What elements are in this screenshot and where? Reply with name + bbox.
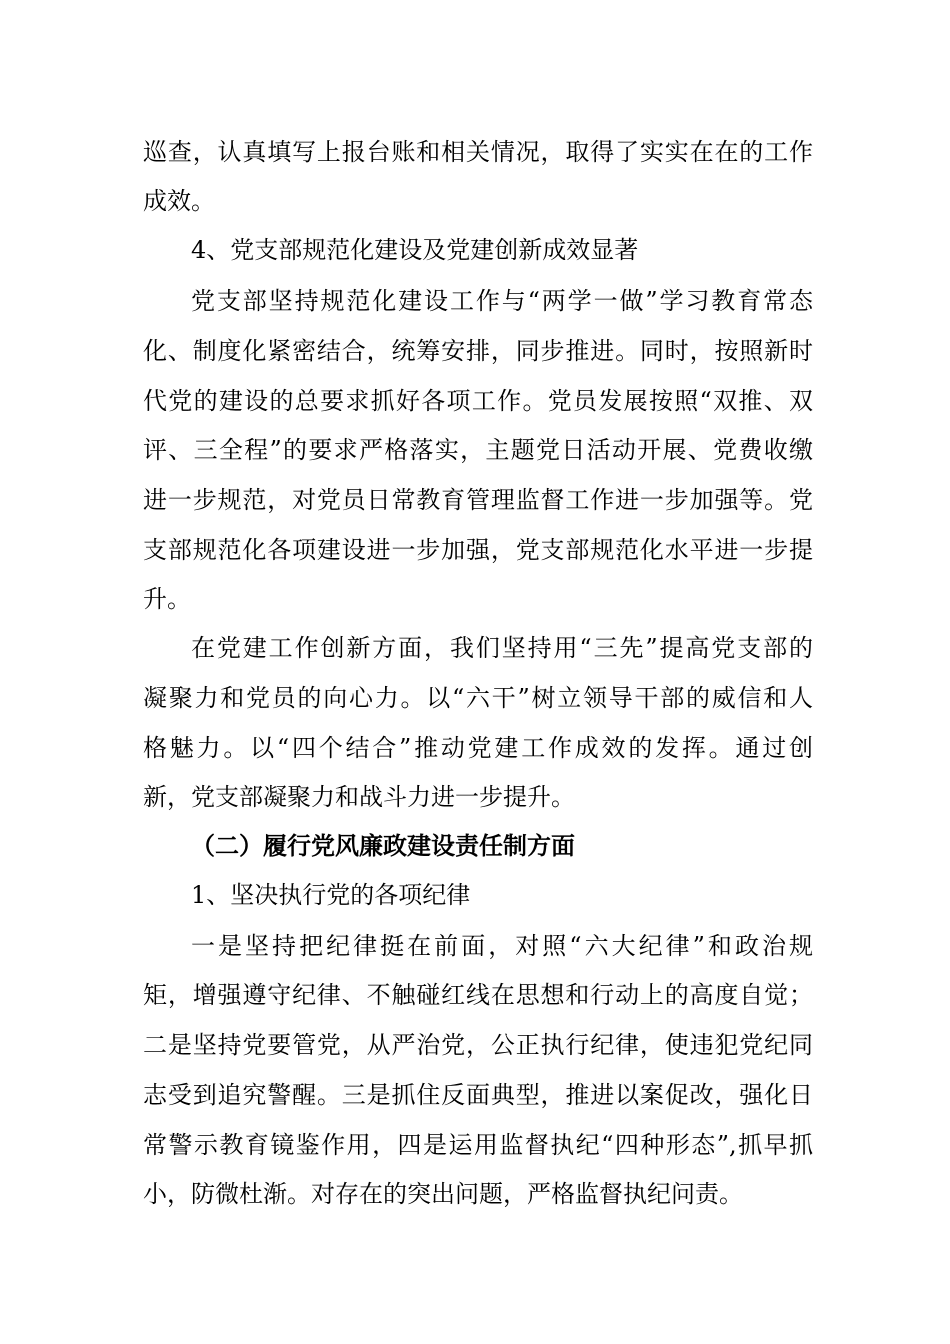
body-text-line: 巡查，认真填写上报台账和相关情况，取得了实实在在的工作 (143, 138, 813, 166)
body-text-line: 进一步规范，对党员日常教育管理监督工作进一步加强等。党 (143, 486, 813, 514)
body-text-line: 二是坚持党要管党，从严治党，公正执行纪律，使违犯党纪同 (143, 1031, 813, 1059)
body-text-line: 评、三全程”的要求严格落实，主题党日活动开展、党费收缴 (143, 436, 813, 464)
body-text-line: 支部规范化各项建设进一步加强，党支部规范化水平进一步提 (143, 536, 813, 564)
body-text-line: 凝聚力和党员的向心力。以“六干”树立领导干部的威信和人 (143, 684, 813, 712)
body-text-line: 党支部坚持规范化建设工作与“两学一做”学习教育常态 (191, 287, 813, 315)
body-text-line: 常警示教育镜鉴作用，四是运用监督执纪“四种形态”,抓早抓 (143, 1131, 813, 1159)
body-text-line: 代党的建设的总要求抓好各项工作。党员发展按照“双推、双 (143, 387, 813, 415)
body-text-line: 格魅力。以“四个结合”推动党建工作成效的发挥。通过创 (143, 734, 813, 762)
body-text-line: 矩，增强遵守纪律、不触碰红线在思想和行动上的高度自觉； (143, 981, 813, 1009)
section-heading: （二）履行党风廉政建设责任制方面 (191, 831, 575, 860)
body-text-line: 小，防微杜渐。对存在的突出问题，严格监督执纪问责。 (143, 1180, 743, 1208)
body-text-line: 成效。 (143, 187, 215, 215)
body-text-line: 化、制度化紧密结合，统筹安排，同步推进。同时，按照新时 (143, 337, 813, 365)
body-text-line: 志受到追究警醒。三是抓住反面典型，推进以案促改，强化日 (143, 1081, 813, 1109)
section-subheading: 1、坚决执行党的各项纪律 (191, 881, 471, 909)
body-text-line: 新，党支部凝聚力和战斗力进一步提升。 (143, 783, 575, 811)
body-text-line: 在党建工作创新方面，我们坚持用“三先”提高党支部的 (191, 634, 813, 662)
section-subheading: 4、党支部规范化建设及党建创新成效显著 (191, 236, 639, 264)
body-text-line: 升。 (143, 585, 191, 613)
body-text-line: 一是坚持把纪律挺在前面，对照“六大纪律”和政治规 (191, 932, 813, 960)
